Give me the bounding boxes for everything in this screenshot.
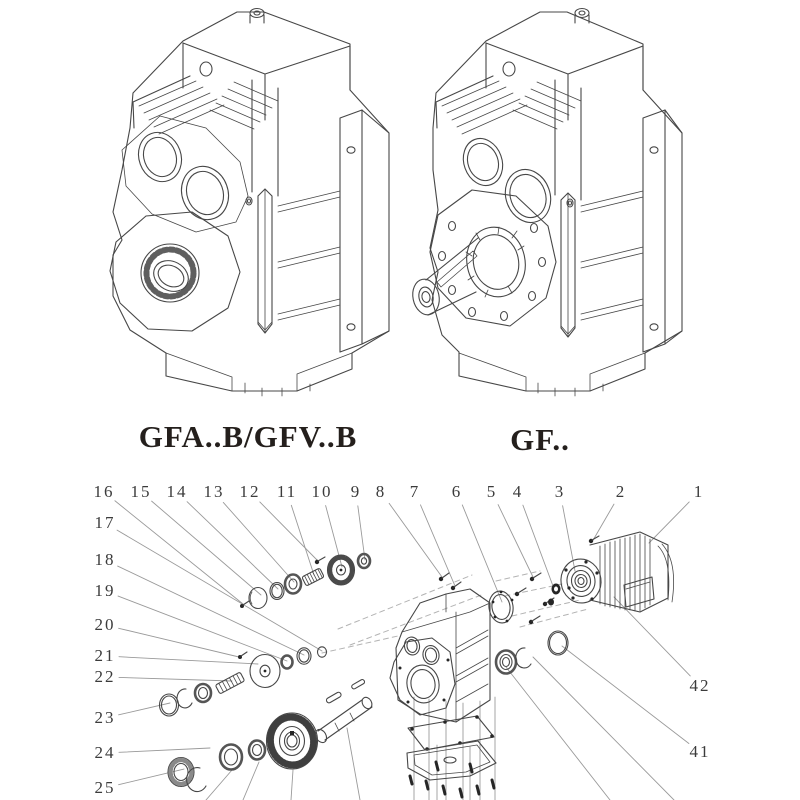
leader-line xyxy=(119,657,258,664)
hollow-shaft-bearing xyxy=(110,212,240,331)
leader-line xyxy=(592,504,614,542)
cooling-fins xyxy=(436,76,581,134)
leader-line xyxy=(152,501,261,595)
callout-41: 41 xyxy=(689,742,711,761)
leader-line xyxy=(420,505,455,586)
callout-8: 8 xyxy=(375,482,387,501)
leader-lines xyxy=(115,501,690,800)
housing xyxy=(390,589,490,722)
callout-24: 24 xyxy=(94,743,116,762)
side-flange-band xyxy=(278,110,389,352)
leader-line xyxy=(243,762,259,800)
callout-9: 9 xyxy=(350,482,362,501)
pinion-shaft xyxy=(215,672,244,694)
callout-2: 2 xyxy=(615,482,627,501)
callout-21: 21 xyxy=(94,646,116,665)
leader-line xyxy=(291,770,293,800)
leader-line xyxy=(358,506,365,560)
callout-5: 5 xyxy=(486,482,498,501)
intermediate-shaft-parts xyxy=(160,647,327,716)
leader-line xyxy=(119,677,232,681)
base-gasket-and-pan xyxy=(407,715,496,797)
leader-line xyxy=(119,748,210,752)
leader-line xyxy=(291,505,314,575)
gearbox-left-drawing xyxy=(110,9,389,397)
main-shaft xyxy=(313,696,374,745)
callout-23: 23 xyxy=(94,708,116,727)
output-flange xyxy=(430,190,556,326)
leader-line xyxy=(117,530,322,651)
callout-18: 18 xyxy=(94,550,116,569)
gear-bores xyxy=(457,133,573,229)
leader-line xyxy=(462,505,502,602)
callout-19: 19 xyxy=(94,581,116,600)
caption-gfab: GFA..B/GFV..B xyxy=(138,419,358,454)
callout-3: 3 xyxy=(554,482,566,501)
callout-6: 6 xyxy=(451,482,463,501)
gearbox-right-drawing xyxy=(410,9,682,397)
callout-4: 4 xyxy=(512,482,524,501)
leader-line xyxy=(506,667,610,800)
output-bearing-rings xyxy=(496,631,568,674)
callout-11: 11 xyxy=(276,482,298,501)
caption-gf: GF.. xyxy=(510,422,570,457)
leader-line xyxy=(118,566,304,655)
leader-line xyxy=(187,502,278,589)
leader-line xyxy=(562,646,689,743)
leader-line xyxy=(115,501,243,604)
callout-10: 10 xyxy=(311,482,333,501)
callout-12: 12 xyxy=(239,482,261,501)
callout-7: 7 xyxy=(409,482,421,501)
callout-17: 17 xyxy=(94,513,116,532)
leader-line xyxy=(119,628,239,657)
leader-line xyxy=(206,770,232,800)
callout-14: 14 xyxy=(166,482,188,501)
callout-16: 16 xyxy=(93,482,115,501)
leader-line xyxy=(498,505,533,577)
callout-13: 13 xyxy=(203,482,225,501)
callout-22: 22 xyxy=(94,667,116,686)
exploded-view xyxy=(115,501,690,800)
keys xyxy=(326,679,366,704)
leader-line xyxy=(563,506,575,571)
leader-line xyxy=(389,503,442,577)
input-shaft-parts xyxy=(240,554,370,609)
callout-25: 25 xyxy=(94,778,116,797)
leader-line xyxy=(260,502,318,561)
callout-20: 20 xyxy=(94,615,116,634)
callout-1: 1 xyxy=(693,482,705,501)
gear-bores xyxy=(122,116,252,232)
callout-42: 42 xyxy=(689,676,711,695)
leader-line xyxy=(118,596,287,661)
leader-line xyxy=(649,502,689,543)
motor xyxy=(558,532,674,612)
bearing-cover-spokes xyxy=(460,222,531,303)
lifting-lug xyxy=(250,9,264,24)
callout-15: 15 xyxy=(130,482,152,501)
leader-line xyxy=(347,728,360,800)
side-flange-band xyxy=(581,110,682,352)
cooling-fins xyxy=(133,76,278,134)
base-bolts xyxy=(410,762,494,797)
